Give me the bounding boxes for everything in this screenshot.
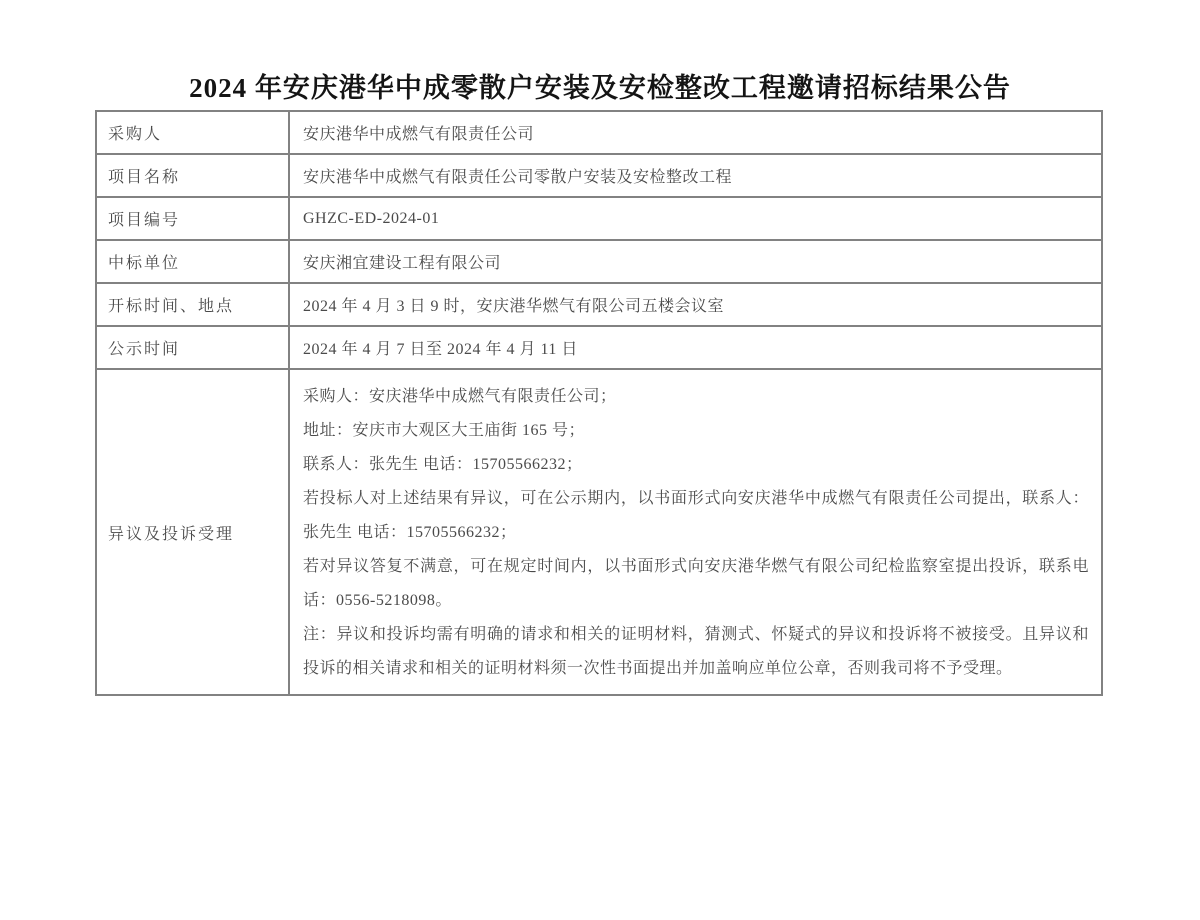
row-value-project-number: GHZC-ED-2024-01: [289, 197, 1102, 240]
objection-line-purchaser: 采购人：安庆港华中成燃气有限责任公司；: [303, 388, 617, 405]
row-value-publicity-period: 2024 年 4 月 7 日至 2024 年 4 月 11 日: [289, 326, 1102, 369]
row-label-winning-bidder: 中标单位: [96, 240, 289, 283]
page-title: 2024 年安庆港华中成零散户安装及安检整改工程邀请招标结果公告: [189, 73, 1011, 103]
document-page: [0, 72, 1200, 696]
objection-line-address: 地址：安庆市大观区大王庙街 165 号；: [303, 422, 586, 439]
row-value-project-name: 安庆港华中成燃气有限责任公司零散户安装及安检整改工程: [289, 154, 1102, 197]
objection-line-complaint-procedure: 若对异议答复不满意，可在规定时间内，以书面形式向安庆港华燃气有限公司纪检监察室提出投诉，联系电话：0556-5218098。: [303, 558, 1089, 609]
row-value-bid-opening: 2024 年 4 月 3 日 9 时，安庆港华燃气有限公司五楼会议室: [289, 283, 1102, 326]
row-label-objection-handling: 异议及投诉受理: [96, 369, 289, 695]
table-row: [96, 369, 1102, 695]
row-label-purchaser: 采购人: [96, 111, 289, 154]
row-label-project-number: 项目编号: [96, 197, 289, 240]
announcement-table: [95, 110, 1103, 696]
row-value-purchaser: 安庆港华中成燃气有限责任公司: [289, 111, 1102, 154]
row-value-winning-bidder: 安庆湘宜建设工程有限公司: [289, 240, 1102, 283]
row-label-publicity-period: 公示时间: [96, 326, 289, 369]
table-row: [96, 283, 1102, 326]
objection-line-note: 注：异议和投诉均需有明确的请求和相关的证明材料，猜测式、怀疑式的异议和投诉将不被接受。且异议和投诉的相关请求和相关的证明材料须一次性书面提出并加盖响应单位公章，否则我司将不予受理。: [303, 626, 1089, 677]
objection-line-dissent-procedure: 若投标人对上述结果有异议，可在公示期内，以书面形式向安庆港华中成燃气有限责任公司提出，联系人：张先生 电话：15705566232；: [303, 490, 1089, 541]
table-row: [96, 111, 1102, 154]
row-label-bid-opening: 开标时间、地点: [96, 283, 289, 326]
row-value-objection-handling: [289, 369, 1102, 695]
table-row: [96, 197, 1102, 240]
table-row: [96, 154, 1102, 197]
table-row: [96, 240, 1102, 283]
table-row: [96, 326, 1102, 369]
row-label-project-name: 项目名称: [96, 154, 289, 197]
objection-line-contact: 联系人：张先生 电话：15705566232；: [303, 456, 583, 473]
